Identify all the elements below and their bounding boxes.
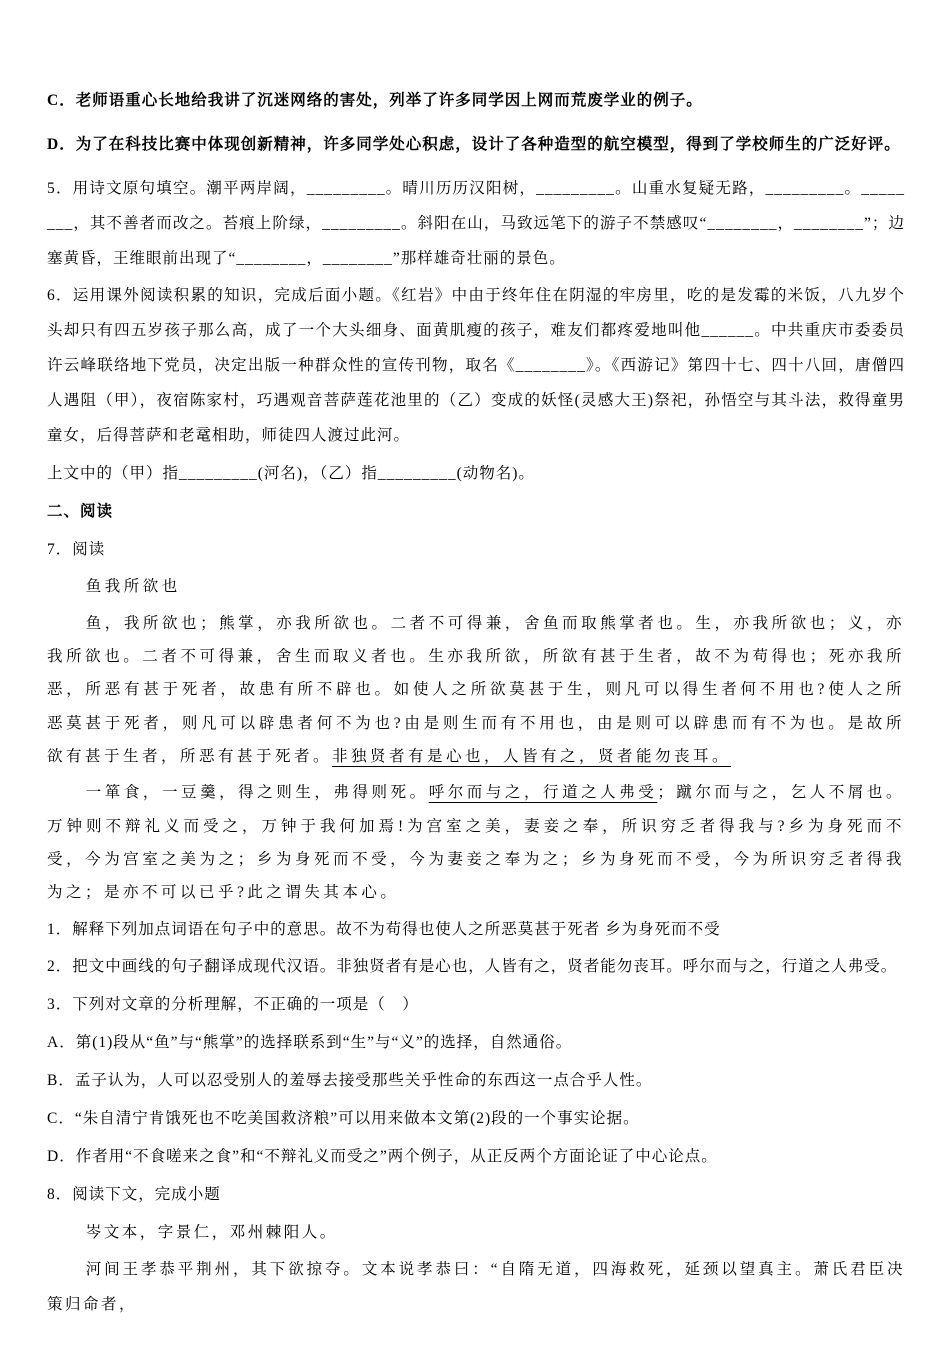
- passage-p2-rest-text: ；蹴尔而与之，乞人不屑也。万钟则不辩礼义而受之，万钟于我何加焉!为宫室之美，妻妾之奉，所识穷乏者得我与?乡为身死而不受，今为宫室之美为之；乡为身死而不受，今为妻妾之奉为之；乡为身死而不受，今为所识穷乏者得我为之；是亦不可以已乎?此之谓失其本心。: [47, 784, 905, 902]
- choice-a: A．第(1)段从“鱼”与“熊掌”的选择联系到“生”与“义”的选择，自然通俗。: [47, 1034, 573, 1052]
- passage-p2-start-text: 一箪食，一豆羹，得之则生，弗得则死。: [85, 784, 429, 802]
- question-6-answer-line: 上文中的（甲）指_________(河名)，（乙）指_________(动物名)。: [47, 464, 535, 482]
- passage2-paragraph-2: 河间王孝恭平荆州，其下欲掠夺。文本说孝恭曰：“自隋无道，四海救死，延颈以望真主。萧氏君臣决策归命者，: [47, 1261, 905, 1314]
- sub-question-2: 2．把文中画线的句子翻译成现代汉语。非独贤者有是心也，人皆有之，贤者能勿丧耳。呼尔而与之，行道之人弗受。: [47, 958, 898, 976]
- passage-p1-main-text: 鱼，我所欲也；熊掌，亦我所欲也。二者不可得兼，舍鱼而取熊掌者也。生，亦我所欲也；义，亦我所欲也。二者不可得兼，舍生而取义者也。生亦我所欲，所欲有甚于生者，故不为苟得也；死亦我所恶，所恶有甚于死者，故患有所不辟也。如使人之所欲莫甚于生，则凡可以得生者何不用也?使人之所恶莫甚于死者，则凡可以辟患者何不为也?由是则生而有不用也，由是则可以辟患而有不为也。是故所欲有甚于生者，所恶有甚于死者。: [47, 614, 905, 765]
- question-6: 6．运用课外阅读积累的知识，完成后面小题。《红岩》中由于终年住在阴湿的牢房里，吃的是发霉的米饭，八九岁个头却只有四五岁孩子那么高，成了一个大头细身、面黄肌瘦的孩子，难友们都疼爱地叫他______。中共重庆市委委员许云峰联络地下党员，决定出版一种群众性的宣传刊物，取名《________》。《西游记》第四十七、四十八回，唐僧四人遇阻（甲），夜宿陈家村，巧遇观音菩萨莲花池里的（乙）变成的妖怪(灵感大王)祭祀，孙悟空与其斗法，救得童男童女，后得菩萨和老鼋相助，师徒四人渡过此河。: [47, 287, 905, 444]
- question-7: 7．阅读: [47, 540, 106, 558]
- sub-question-3: 3．下列对文章的分析理解，不正确的一项是（ ）: [47, 996, 419, 1014]
- sub-question-1: 1．解释下列加点词语在句子中的意思。故不为苟得也使人之所恶莫甚于死者 乡为身死而不受: [47, 920, 721, 938]
- choice-d: D．作者用“不食嗟来之食”和“不辩礼义而受之”两个例子，从正反两个方面论证了中心论点。: [47, 1147, 718, 1165]
- choice-c: C．“朱自清宁肯饿死也不吃美国救济粮”可以用来做本文第(2)段的一个事实论据。: [47, 1109, 640, 1127]
- passage-p2-underlined-text: 呼尔而与之，行道之人弗受: [428, 784, 658, 802]
- passage-paragraph-1: [47, 607, 905, 774]
- option-c: C．老师语重心长地给我讲了沉迷网络的害处，列举了许多同学因上网而荒废学业的例子。: [47, 92, 703, 109]
- option-d: D．为了在科技比赛中体现创新精神，许多同学处心积虑，设计了各种造型的航空模型，得到了学校师生的广泛好评。: [47, 135, 901, 153]
- section-heading-reading: 二、阅读: [47, 502, 114, 520]
- passage-p1-underlined-text: 非独贤者有是心也，人皆有之，贤者能勿丧耳。: [332, 747, 732, 765]
- question-5: 5．用诗文原句填空。潮平两岸阔，_________。晴川历历汉阳树，_________。山重水复疑无路，_________。________，其不善者而改之。苔痕上阶绿，_________。斜阳在山，马致远笔下的游子不禁感叹“________，________”；边塞黄昏，王维眼前出现了“________，________”那样雄奇壮丽的景色。: [47, 179, 905, 267]
- passage2-paragraph-1: 岑文本，字景仁，邓州棘阳人。: [85, 1223, 338, 1241]
- question-8: 8．阅读下文，完成小题: [47, 1185, 221, 1203]
- choice-b: B．孟子认为，人可以忍受别人的羞辱去接受那些关乎性命的东西这一点合乎人性。: [47, 1072, 653, 1089]
- passage-paragraph-2: [47, 776, 905, 909]
- passage-title: 鱼我所欲也: [85, 578, 181, 596]
